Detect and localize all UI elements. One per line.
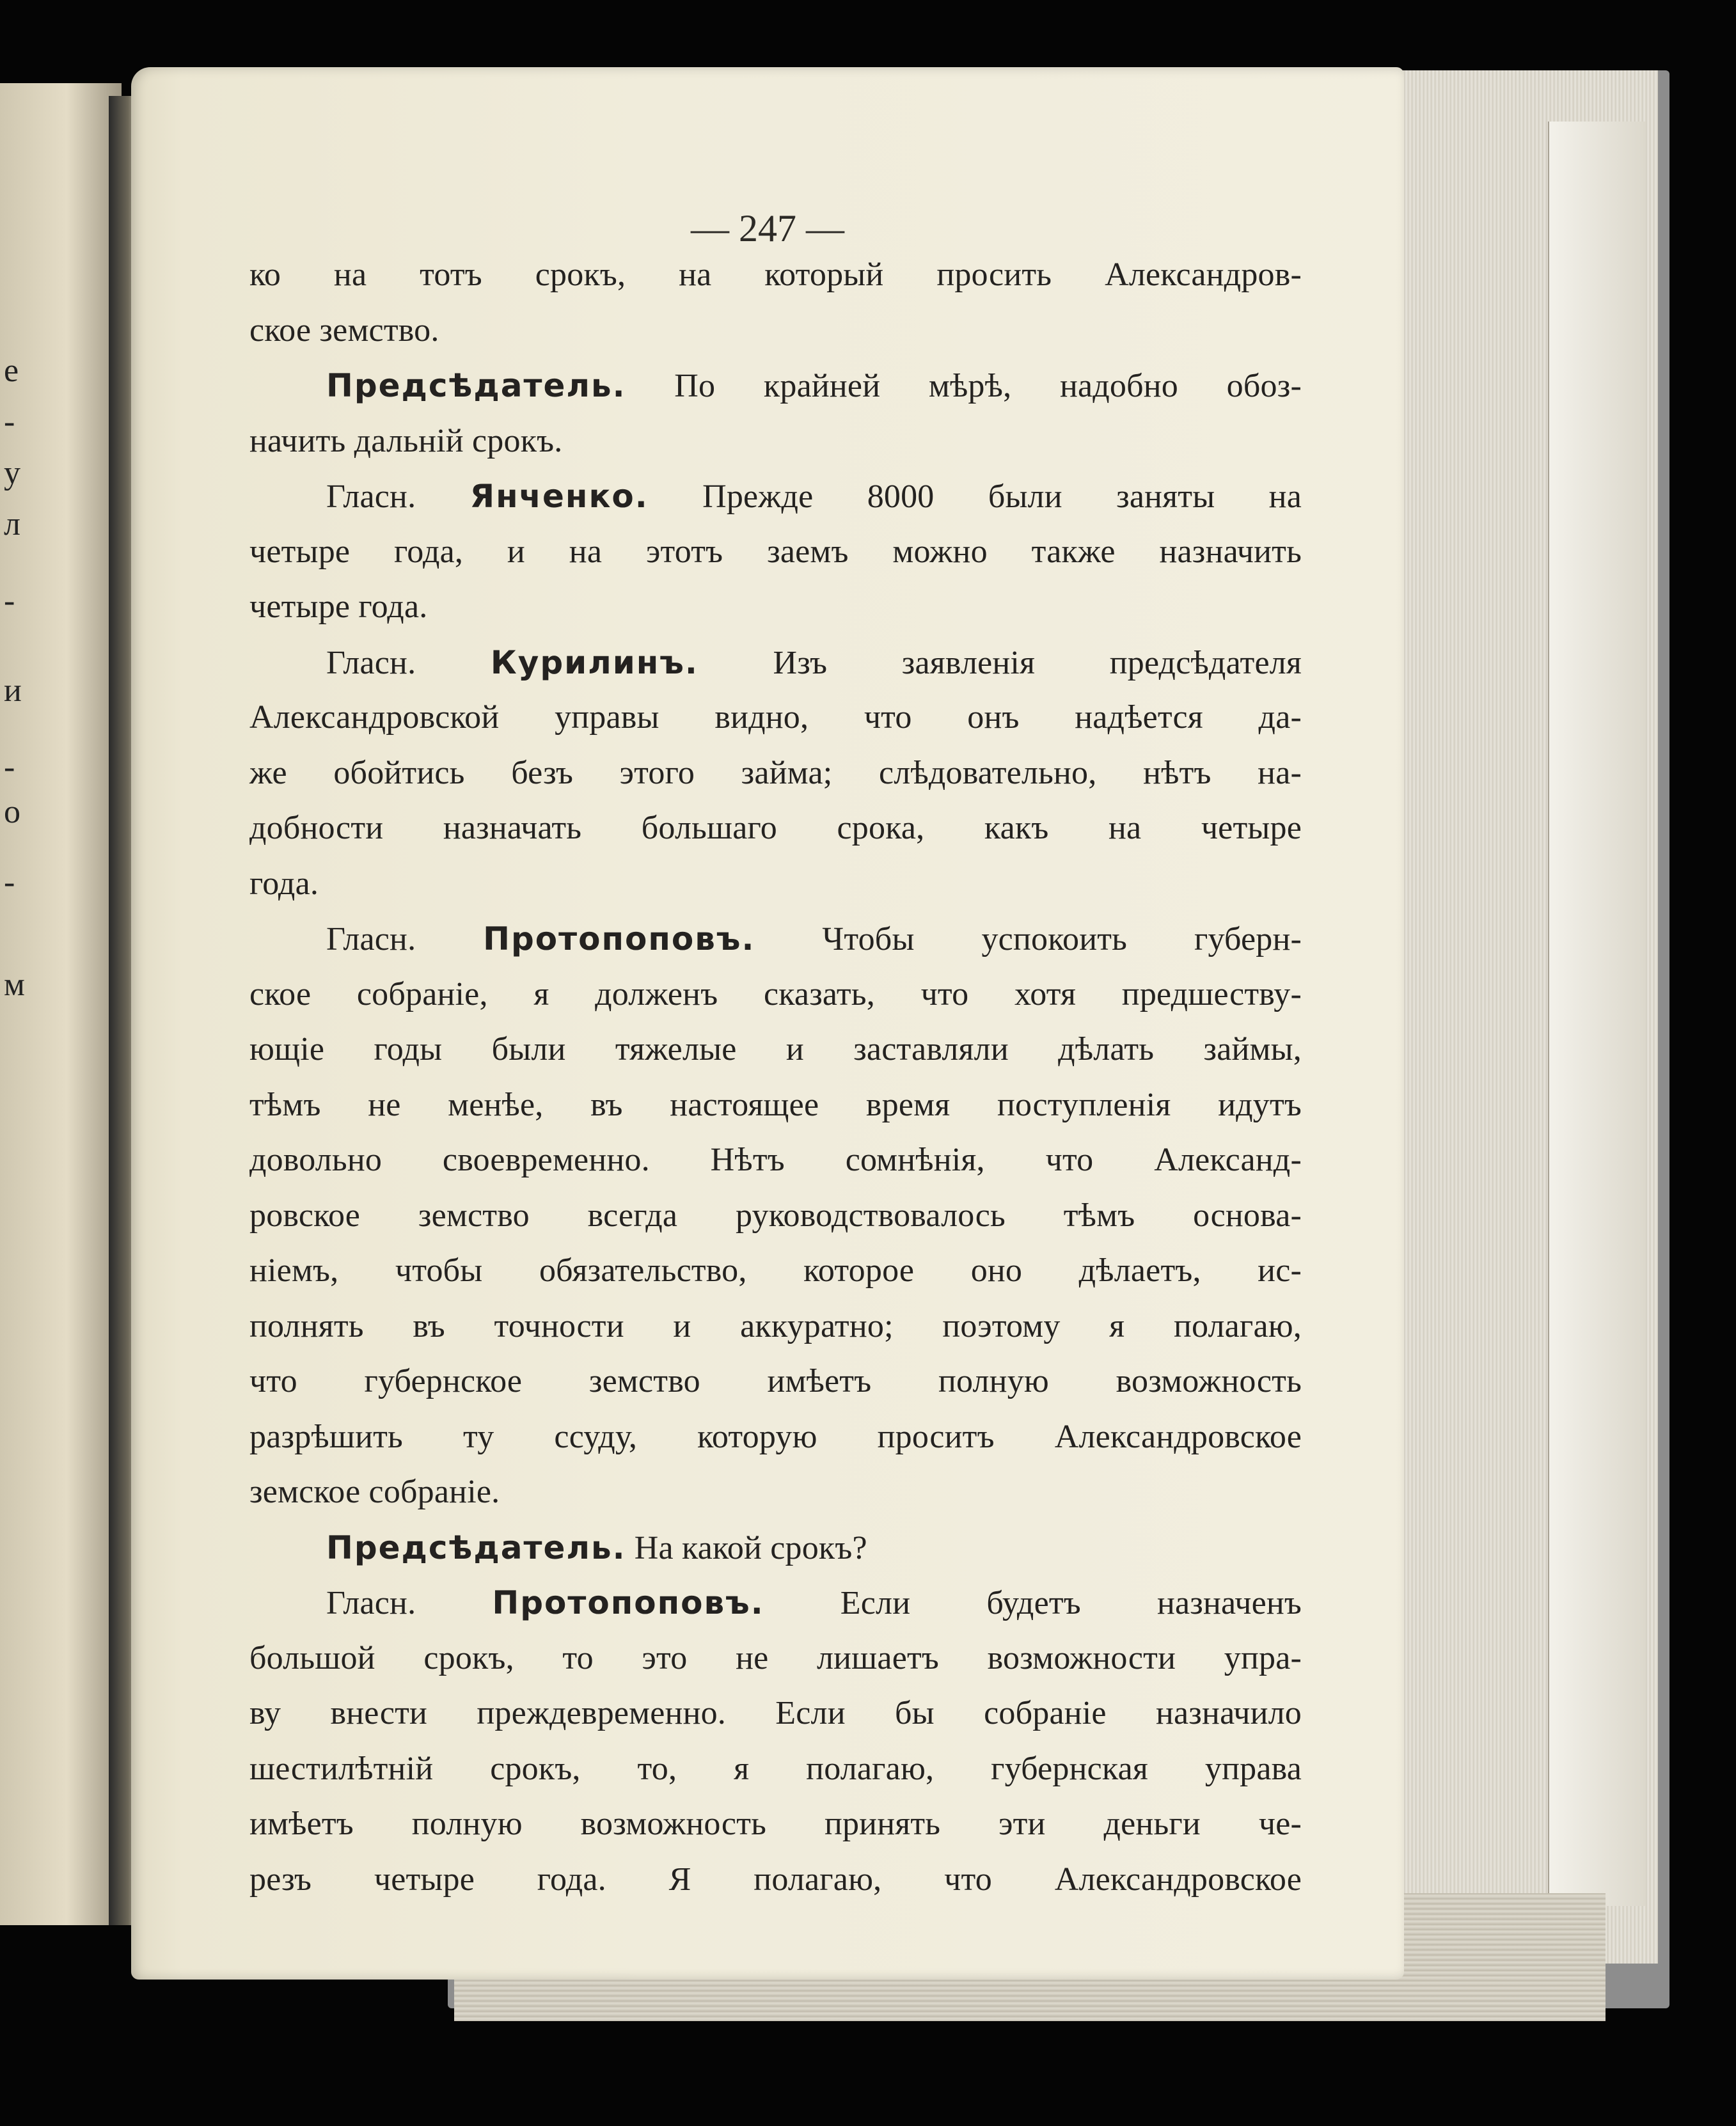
text-line: [249, 967, 1302, 1023]
text-line: [249, 856, 1302, 912]
page-number: — 247 —: [691, 207, 844, 249]
line-text: четыре года.: [249, 588, 428, 625]
text-line: [249, 1243, 1302, 1299]
facing-page-fragment: -: [4, 404, 15, 440]
text-line: [249, 1299, 1302, 1355]
line-text: года.: [249, 865, 319, 902]
text-line: [249, 1354, 1302, 1410]
text-line: [249, 1686, 1302, 1742]
line-text: ское земство.: [249, 311, 439, 349]
line-text: Если будетъ назначенъ: [764, 1585, 1302, 1621]
book-page: [131, 67, 1404, 1980]
line-text: ніемъ, чтобы обязательство, которое оно дѣлаетъ, ис-: [249, 1252, 1302, 1289]
facing-page-fragment: -: [4, 864, 15, 901]
line-text: На какой срокъ?: [626, 1529, 867, 1566]
text-line: [249, 414, 1302, 469]
speaker-prefix: Гласн.: [326, 1585, 493, 1621]
page-text-body: [249, 248, 1302, 1907]
facing-page-fragment: и: [4, 672, 22, 709]
line-text: разрѣшить ту ссуду, которую проситъ Александровское: [249, 1418, 1302, 1455]
speech-line: [249, 358, 1302, 414]
line-text: По крайней мѣрѣ, надобно обоз-: [626, 368, 1302, 404]
line-text: Чтобы успокоить губерн-: [755, 921, 1302, 957]
speaker-name: Предсѣдатель.: [326, 1529, 626, 1566]
facing-page-fragment: у: [4, 455, 20, 491]
speaker-name: Протопоповъ.: [483, 920, 755, 957]
speaker-prefix: Гласн.: [326, 921, 484, 957]
text-line: [249, 1022, 1302, 1078]
speaker-name: Янченко.: [470, 478, 649, 515]
text-line: [249, 524, 1302, 580]
facing-page-fragment: -: [4, 749, 15, 785]
line-text: же обойтись безъ этого займа; слѣдовательно, нѣтъ на-: [249, 754, 1302, 791]
text-line: [249, 1410, 1302, 1465]
line-text: тѣмъ не менѣе, въ настоящее время поступленія идутъ: [249, 1086, 1302, 1123]
speaker-name: Протопоповъ.: [492, 1584, 764, 1621]
line-text: четыре года, и на этотъ заемъ можно также назначить: [249, 533, 1302, 570]
line-text: имѣетъ полную возможность принять эти деньги че-: [249, 1806, 1302, 1842]
line-text: Изъ заявленія предсѣдателя: [698, 644, 1302, 681]
text-line: [249, 579, 1302, 635]
text-line: [249, 303, 1302, 359]
line-text: добности назначать большаго срока, какъ на четыре: [249, 810, 1302, 846]
text-line: [249, 1465, 1302, 1520]
line-text: резъ четыре года. Я полагаю, что Александровское: [249, 1861, 1302, 1898]
speech-line: [249, 1575, 1302, 1631]
text-line: [249, 746, 1302, 801]
text-line: [249, 248, 1302, 303]
speech-line: [249, 469, 1302, 524]
speaker-prefix: Гласн.: [326, 644, 491, 681]
facing-page-fragment: е: [4, 352, 19, 389]
line-text: ко на тотъ срокъ, на который просить Александров-: [249, 256, 1302, 293]
line-text: большой срокъ, то это не лишаетъ возможности упра-: [249, 1639, 1302, 1676]
text-line: [249, 1742, 1302, 1797]
text-line: [249, 690, 1302, 746]
speaker-name: Курилинъ.: [490, 643, 698, 681]
line-text: ровское земство всегда руководствовалось тѣмъ основа-: [249, 1197, 1302, 1234]
text-line: [249, 1852, 1302, 1908]
text-line: [249, 1133, 1302, 1188]
text-line: [249, 1188, 1302, 1244]
text-line: [249, 801, 1302, 856]
speaker-name: Предсѣдатель.: [326, 367, 626, 404]
line-text: что губернское земство имѣетъ полную возможность: [249, 1363, 1302, 1399]
speech-line: [249, 1520, 1302, 1576]
line-text: полнять въ точности и аккуратно; поэтому я полагаю,: [249, 1307, 1302, 1344]
page-block-inner-edge: [1548, 122, 1645, 1906]
speech-line: [249, 911, 1302, 967]
text-line: [249, 1078, 1302, 1133]
speech-line: [249, 635, 1302, 691]
facing-page-fragment: л: [4, 506, 20, 542]
line-text: шестилѣтній срокъ, то, я полагаю, губернская управа: [249, 1750, 1302, 1787]
facing-page: [0, 83, 122, 1925]
facing-page-fragment: м: [4, 966, 25, 1003]
line-text: ющіе годы были тяжелые и заставляли дѣлать займы,: [249, 1031, 1302, 1067]
line-text: ву внести преждевременно. Если бы собраніе назначило: [249, 1695, 1302, 1731]
line-text: начить дальній срокъ.: [249, 422, 563, 459]
facing-page-fragment: -: [4, 583, 15, 619]
line-text: Прежде 8000 были заняты на: [648, 478, 1302, 515]
speaker-prefix: Гласн.: [326, 478, 470, 515]
text-line: [249, 1797, 1302, 1852]
line-text: довольно своевременно. Нѣтъ сомнѣнія, что Александ-: [249, 1142, 1302, 1178]
line-text: ское собраніе, я долженъ сказать, что хотя предшеству-: [249, 975, 1302, 1012]
line-text: земское собраніе.: [249, 1474, 500, 1510]
text-line: [249, 1631, 1302, 1687]
facing-page-fragment: о: [4, 794, 20, 830]
line-text: Александровской управы видно, что онъ надѣется да-: [249, 699, 1302, 736]
